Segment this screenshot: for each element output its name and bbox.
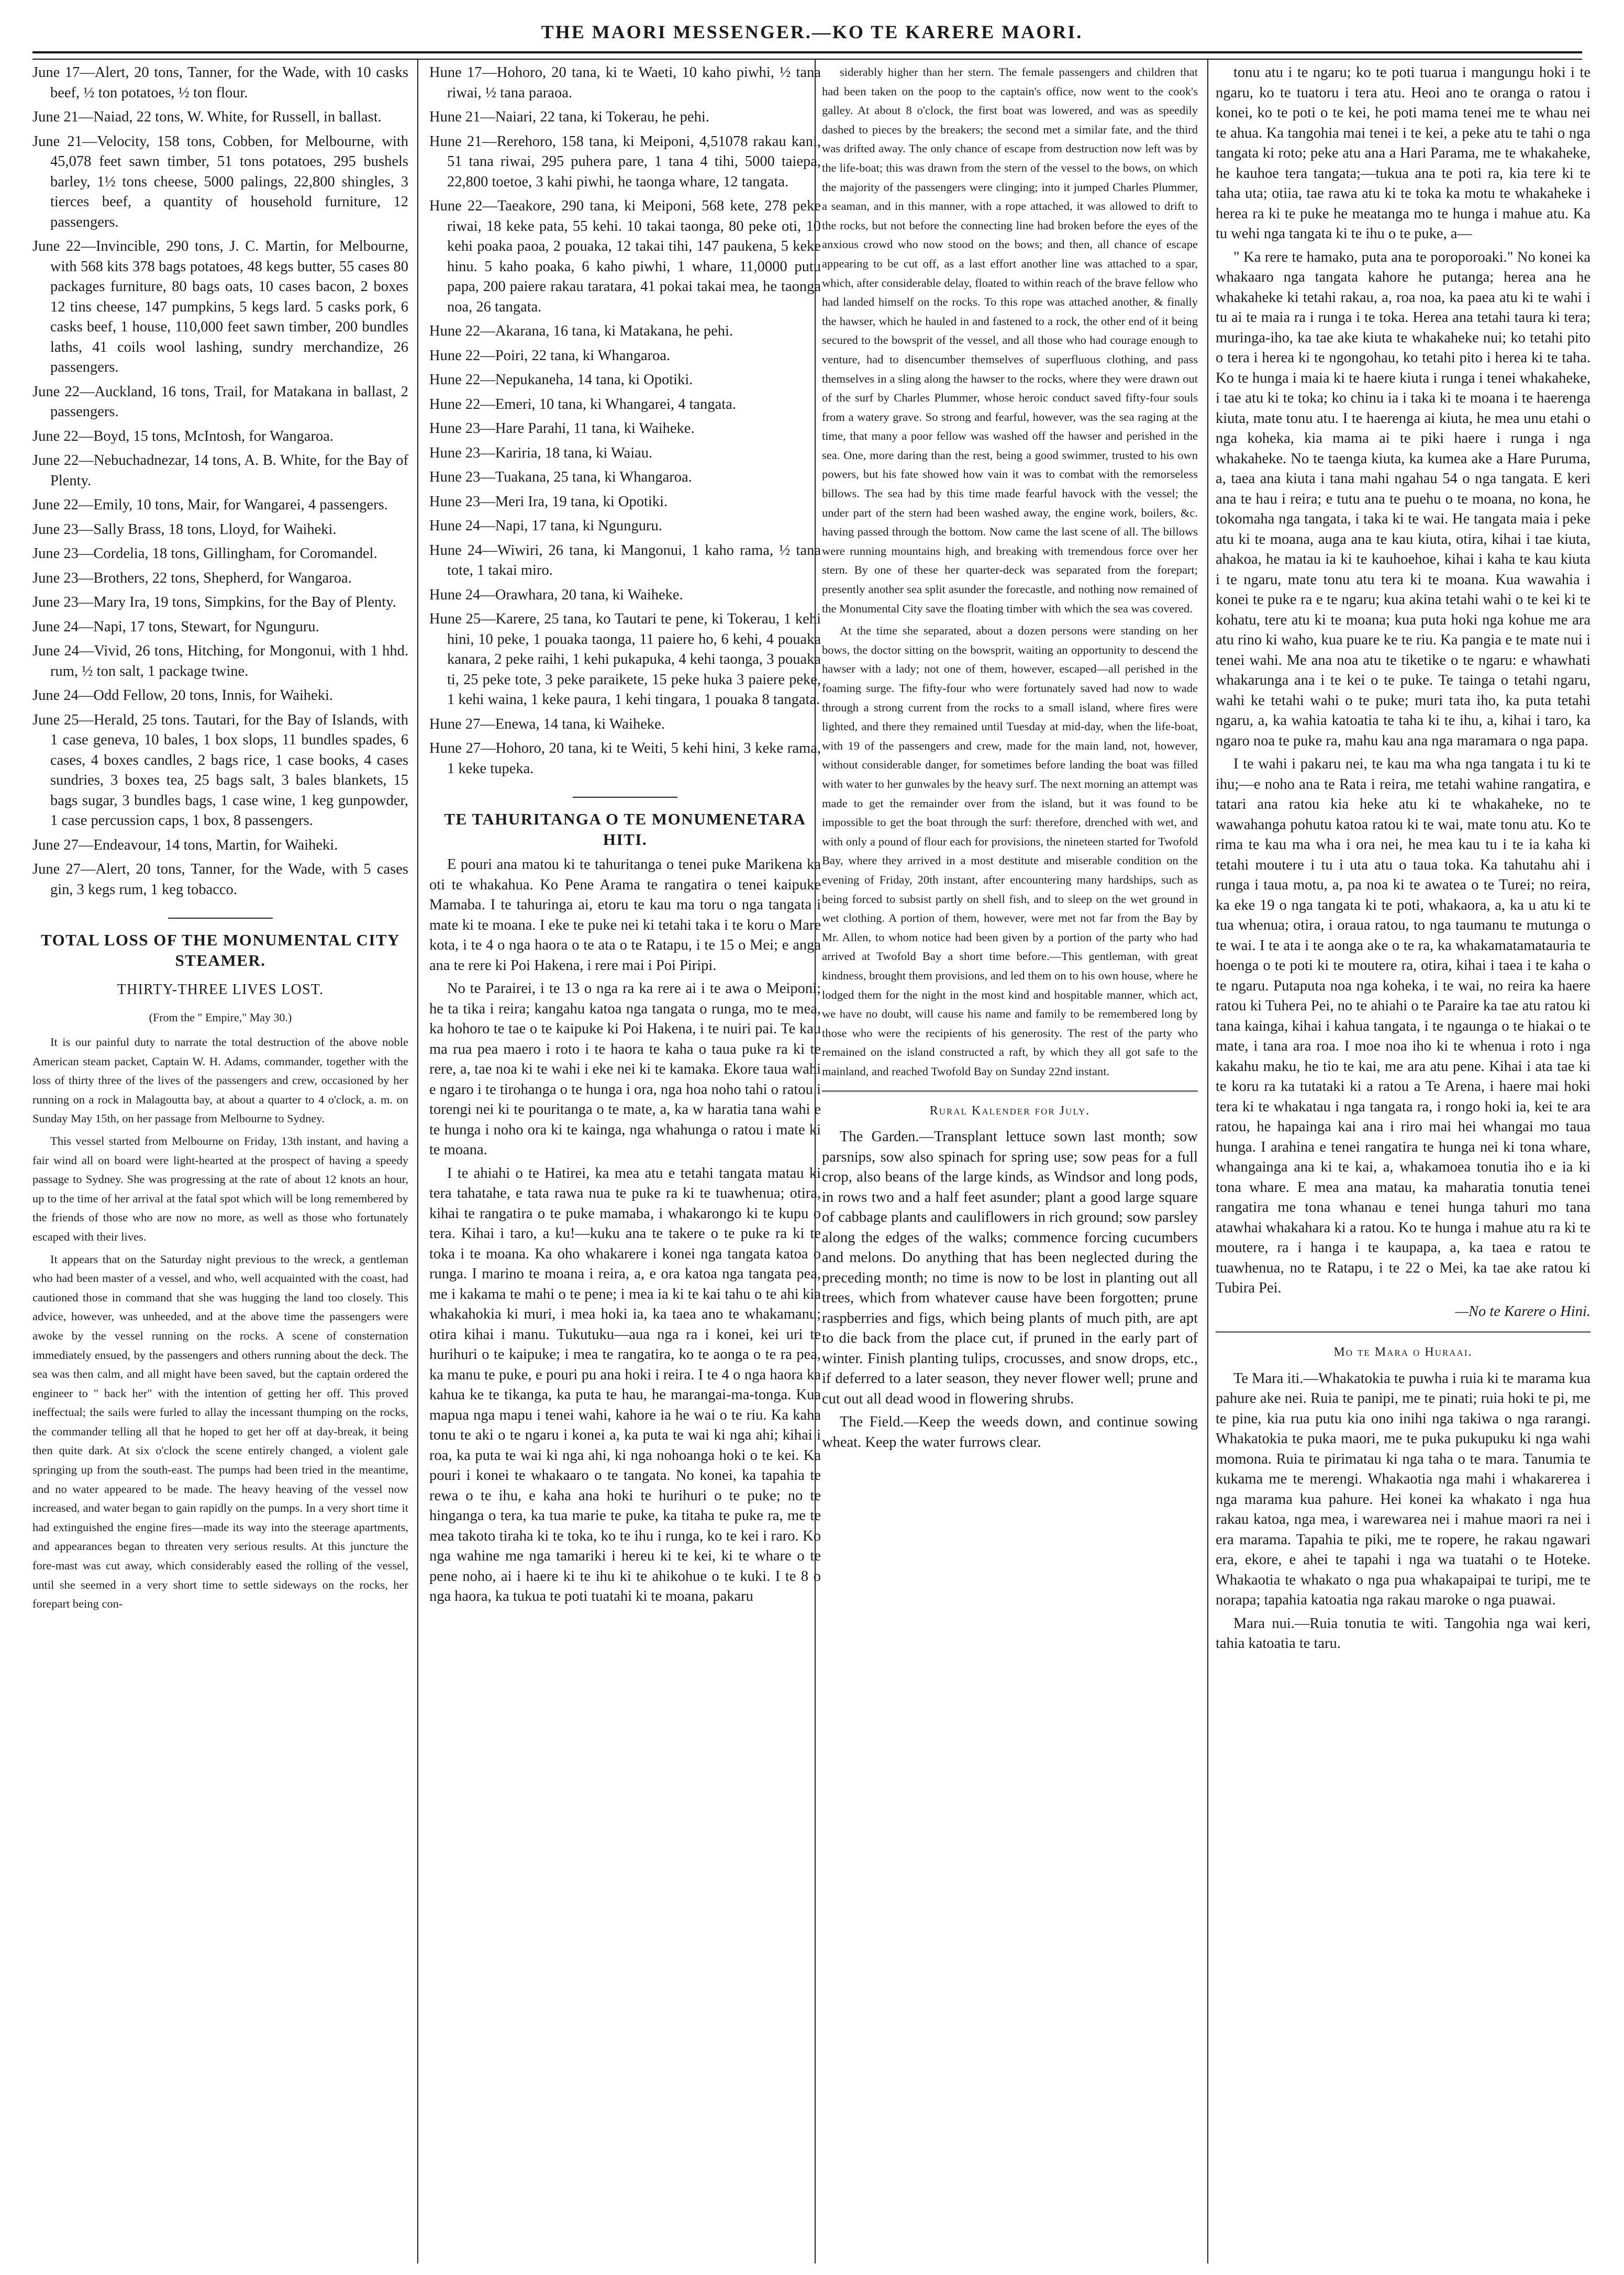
article-source: (From the " Empire," May 30.) (149, 1010, 292, 1024)
shipping-entry: June 24—Vivid, 26 tons, Hitching, for Mongonui, with 1 hhd. rum, ½ ton salt, 1 package twine. (32, 643, 408, 679)
shipping-entry: Hune 22—Nepukaneha, 14 tana, ki Opotiki. (429, 372, 693, 388)
shipping-entry: Hune 22—Emeri, 10 tana, ki Whangarei, 4 tangata. (429, 396, 736, 412)
article-body (429, 855, 821, 1607)
column-1 (32, 63, 408, 2256)
shipping-entry: Hune 22—Poiri, 22 tana, ki Whangaroa. (429, 347, 671, 364)
shipping-entry: Hune 27—Hohoro, 20 tana, ki te Weiti, 5 kehi hini, 3 keke rama, 1 keke tupeka. (429, 740, 821, 777)
shipping-entry: Hune 25—Karere, 25 tana, ko Tautari te pene, ki Tokerau, 1 kehi hini, 10 peke, 1 pouaka taonga, 11 paiere ho, 6 kehi, 4 pouaka kanara, 2 peke raihi, 1 kehi pukapuka, 4 kehi taonga, 3 pouaka ti, 25 peke tote, 3 peke paraikete, 15 peke huka 3 paiere peke, 1 kehi waina, 1 keke paura, 1 kehi tingara, 1 pouaka 8 tangata. (429, 611, 821, 708)
separator-rule (573, 797, 677, 798)
article-paragraph: siderably higher than her stern. The female passengers and children that had been taken on the poop to the captain's office, now went to the cook's galley. At about 8 o'clock, the first boat was lowered, and was as speedily dashed to pieces by the breakers; the second met a similar fate, and the third was drifted away. The only chance of escape from destruction now left was by the life-boat; this was drawn from the stern of the vessel to the bows, on which the majority of the passengers were clinging; into it jumped Charles Plummer, a seaman, and in this manner, with a rope attached, it was allowed to drift to the rocks, but not before the connecting line had broken before the eyes of the anxious crowd who now stood on the bows; and then, all chance of escape appearing to be cut off, as a last effort another line was attached to a spar, which, after considerable delay, floated to within reach of the brave fellow who had landed himself on the rocks. To this rope was attached another, & finally the hawser, which he hauled in and fastened to a rock, the other end of it being secured to the bowsprit of the vessel, and all those who had courage enough to venture, had to disencumber themselves of superfluous clothing, and pass themselves in a sling along the hawser to the rocks, where they were drawn out of the surf by Charles Plummer, whose heroic conduct saved fifty-four souls from a watery grave. So strong and fearful, however, was the sea raging at the time, that many a poor fellow was washed off the hawser and perished in the sea. One, more daring than the rest, being a good swimmer, trusted to his own powers, but his fate showed how vain it was to combat with the remorseless billows. The sea had by this time made fearful havock with the vessel; the under part of the stern had been washed away, the engine work, boilers, &c. having passed through the bottom. Now came the last scene of all. The billows were running mountains high, and breaking with tremendous force over her stern. By one of these her quarter-deck was separated from the forepart; presently another sea split asunder the forecastle, and nothing now remained of the Monumental City save the floating timber with which the sea was covered. (822, 65, 1198, 615)
column-4 (1216, 63, 1590, 2256)
article-headline: TE TAHURITANGA O TE MONUMENETARA HITI. (444, 810, 806, 849)
calendar-paragraph: The Field.—Keep the weeds down, and continue sowing wheat. Keep the water furrows clear. (822, 1414, 1198, 1451)
shipping-entry: Hune 24—Wiwiri, 26 tana, ki Mangonui, 1 kaho rama, ½ tana tote, 1 takai miro. (429, 542, 821, 578)
article-paragraph: I te wahi i pakaru nei, te kau ma wha nga tangata i tu ki te ihu;—e noho ana te Rata i reira, me tetahi wahine rangatira, e tatari ana ratou kia heke atu ki te whakaheke, no te wawahanga pohutu katoa ratou ki te wai, mate tonu atu. Ko te rima te kau ma wha i ora nei, he mea kau tu i te ia kaha ki tetahi moutere i tu i uta atu o taua toka. Ka tahutahu ahi i runga i taua motu, a, pa noa ki te awatea o te Turei; no reira, ka eke 19 o nga tangata ki te poti, whakaora, a, ka u atu ki te tua whenua; otira, i oraua ratou, to nga taumanu te mutunga o te wai. I te ata i te aonga ake o te ra, ka whakamatamatauria te hoenga o te poti ki te moutere ra, otira, kihai i taea i te kaha o te ngaru. Putaputa noa nga koheka, i te wai, no reira ka haere ratou ki Tuhera Pei, no te ahiahi o te Paraire ka tae atu ratou ki tana kainga, kihai i kahua tangata, i te ngaunga o te hiakai o te mate, i tana ara roa. I moe noa iho ki te whenua i roto i nga kakahu maku, he tio te kai, me ara atu pene. Kihai i ata tae ki te koru ra ka tutataki ki a ratou a Te Arena, i haere mai hoki tera ki te whakatau i nga tangata ra, i rongo hoki ia, kei te ara ratou, he hapainga kai ana i riro mai hei whangai mo taua hunga. I arahina e tenei rangatira te hunga nei ki tona whare, whangainga ana ki te kai, a, whakamoea tonutia iho e ia ki tona whare. E mea ana matau, ka maharatia tonutia tenei rangatira me tona whanau e tenei hunga tahuri mo tana atawhai whakahara ki a ratou. Ko te hunga i mahue atu ra ki te moutere, ra i hanga i te kaupapa, a, ka taea e ratou te tuawhenua, no te Ratapu, i te 22 o Mei, ka tae ake ratou ki Tubira Pei. (1216, 756, 1590, 1296)
article-paragraph: " Ka rere te hamako, puta ana te poroporoaki." No konei ka whakaaro nga tangata kahore he putanga; herea ana he whakaheke ki tetahi rakau, a, roa noa, ka paea atu ki te wahi i tu ai te maia ra i runga i te toka. Herea ana tetahi taura ki tera; muringa-iho, ka tae ake kiuta te whakaheke nui; ko tetahi pito o tera i herea ki te ngongohau, ko tetahi pito i herea ki te taha. Ko te hunga i maia ki te haere kiuta i runga i tenei whakaheke, i tae atu ki te toka; ko chinu ia i taka ki te moana i te haerenga kiuta, mate tonu atu. I te haerenga ai kiuta, he mea unu etahi o nga koheka, kia mama ai te piki haere i runga i nga whakaheke. No te taenga kiuta, ka kumea ake a Hare Puruma, a, taea ana kiuta i tana mahi ngahau 54 o nga tangata. E keri ana te hau i reira; e tutu ana te puehu o te moana, no kona, he tokomaha nga tangata, i taka ki te wai. He tangata maia i peke atu ki te moana, auga ana te kau kiuta, otira, kihai i tae kiuta, ahakoa, he matau ia ki te kauhoehoe, kihai i kaha te kau kiuta i te ngaru, mate tonu atu tera ki te moana. Kua wawahia i konei te puke ra e te ngaru; kua akina tetahi wahi o te kei ki te kohatu, tere atu ki te moana; kua puta hoki nga kohue me ara atu rino ki waho, kua puare ke te riu. Ka pangia e te mate nui i tenei wahi. Me ana noa atu te tiketike o te ngaru: e whawhati whakarunga ana i te kei o te puke. Te tainga o tetahi ngaru, wahi ke tetahi wahi o te puke; muri tata iho, ka puta tetahi ngaru, a, ka wahia katoatia te taha ki te ihu, a, kihai i taro, ka ngaro noa te puke ra, mahu kau ana nga maramara o nga papa. (1216, 249, 1590, 749)
column-rule (1207, 60, 1208, 2263)
shipping-entry: Hune 27—Enewa, 14 tana, ki Waiheke. (429, 716, 665, 732)
shipping-entry: June 22—Invincible, 290 tons, J. C. Martin, for Melbourne, with 568 kits 378 bags potatoes, 48 kegs butter, 55 cases 80 packages furniture, 80 bags oats, 10 cases bacon, 2 boxes 12 tins cheese, 147 pumpkins, 5 kegs lard. 5 casks pork, 6 casks beef, 1 house, 110,000 feet sawn timber, 200 bundles laths, 41 coils wool lashing, sundry merchandize, 26 passengers. (32, 238, 408, 375)
article-subheadline: THIRTY-THREE LIVES LOST. (117, 982, 324, 998)
shipping-entry: June 24—Napi, 17 tons, Stewart, for Ngunguru. (32, 618, 319, 635)
shipping-entry: June 21—Velocity, 158 tons, Cobben, for Melbourne, with 45,078 feet sawn timber, 51 tons potatoes, 295 bushels barley, 1½ tons cheese, 5000 palings, 22,800 shingles, 3 tierces beef, a quantity of household furniture, 12 passengers. (32, 133, 408, 230)
shipping-entry: June 23—Brothers, 22 tons, Shepherd, for Wangaroa. (32, 570, 352, 586)
shipping-entry: Hune 23—Kariria, 18 tana, ki Waiau. (429, 444, 653, 461)
shipping-entry: Hune 21—Rerehoro, 158 tana, ki Meiponi, 4,51078 rakau kani, 51 tana riwai, 295 puhera pare, 1 tana 4 tihi, 5000 taiepa, 22,800 toetoe, 3 kahi piwhi, he taonga whare, 12 tangata. (429, 133, 821, 190)
shipping-entry: June 27—Endeavour, 14 tons, Martin, for Waiheki. (32, 837, 338, 853)
column-3 (822, 63, 1198, 2256)
shipping-entry: June 27—Alert, 20 tons, Tanner, for the Wade, with 5 cases gin, 3 kegs rum, 1 keg tobacco. (32, 861, 408, 898)
masthead-rule (32, 51, 1582, 60)
mara-body (1216, 1369, 1590, 1654)
shipping-entry: Hune 22—Akarana, 16 tana, ki Matakana, he pehi. (429, 323, 733, 339)
separator-rule (1216, 1331, 1590, 1333)
shipping-entry: June 23—Sally Brass, 18 tons, Lloyd, for Waiheki. (32, 521, 337, 538)
article-paragraph: No te Parairei, i te 13 o nga ra ka rere ai i te awa o Meiponi; he ta tika i reira; kangahu katoa nga tangata o runga, mo te mea, ka hohoro te tae o te kaipuke ki Poi Hakena, i te nuiri pai. Te kau ma rua pea maero i roto i te haora te kaha o taua puke ra ki te rere, a, tae noa ki te wahi i eke nei ki te kamaka. Ekore taua wahi e ngaro i te tirohanga o te hunga i ora, nga hoa noho tahi o ratou i torengi nei ki te pouritanga o te mate, a, ka w haratia tana wahi e te hunga i noho ora ki te kainga, nga whahunga o ratou i mate ki te moana. (429, 980, 821, 1158)
separator-rule (168, 918, 273, 919)
shipping-departures-maori (429, 63, 821, 785)
shipping-entry: June 17—Alert, 20 tons, Tanner, for the Wade, with 10 casks beef, ½ ton potatoes, ½ ton flour. (32, 64, 408, 101)
shipping-entry: June 22—Nebuchadnezar, 14 tons, A. B. White, for the Bay of Plenty. (32, 452, 408, 489)
column-rule (417, 60, 418, 2263)
shipping-entry: Hune 24—Orawhara, 20 tana, ki Waiheke. (429, 586, 683, 603)
article-paragraph: It is our painful duty to narrate the total destruction of the above noble American steam packet, Captain W. H. Adams, commander, together with the loss of thirty three of the lives of the passengers and crew, occasioned by her running on a rock in Malagoutta bay, at about a quarter to 4 o'clock, a. m. on Sunday May 15th, on her passage from Melbourne to Sydney. (32, 1035, 408, 1125)
separator-rule (822, 1090, 1198, 1092)
shipping-entry: Hune 23—Meri Ira, 19 tana, ki Opotiki. (429, 493, 668, 510)
shipping-departures-english (32, 63, 408, 906)
article-body (822, 63, 1198, 1081)
mara-paragraph: Mara nui.—Ruia tonutia te witi. Tangohia nga wai keri, tahia katoatia te taru. (1216, 1615, 1590, 1652)
article-paragraph: It appears that on the Saturday night previous to the wreck, a gentleman who had been master of a vessel, and who, well acquainted with the coast, had cautioned those in command that she was hugging the land too closely. This advice, however, was unheeded, and at the above time the passengers were awoke by the vessel running on the rocks. A scene of consternation immediately ensued, by the passengers and others running about the deck. The sea was then calm, and all might have been saved, but the captain ordered the engineer to " back her" with the intention of getting her off. This proved ineffectual; the sails were furled to allay the incessant thumping on the rocks, the commander telling all that he hoped to get her off at day-break, it being then quite dark. At six o'clock the scene entirely changed, a violent gale springing up from the south-east. The pumps had been tried in the meantime, and no water appeared to be made. The heavy heaving of the vessel now increased, and water began to gain rapidly on the pumps. In a very short time it had extinguished the engine fires—made its way into the steerage apartments, and appearances began to threaten very serious results. At this juncture the fore-mast was cut away, which considerably eased the rolling of the vessel, until she seemed in a very short time to settle sideways on the rocks, her forepart being con- (32, 1252, 408, 1611)
article-signature: —No te Karere o Hini. (1455, 1303, 1590, 1320)
shipping-entry: June 23—Cordelia, 18 tons, Gillingham, for Coromandel. (32, 545, 377, 562)
calendar-headline: Rural Kalender for July. (929, 1104, 1091, 1118)
mara-headline: Mo te Mara o Huraai. (1333, 1345, 1473, 1359)
shipping-entry: June 22—Boyd, 15 tons, McIntosh, for Wangaroa. (32, 428, 334, 444)
article-paragraph: tonu atu i te ngaru; ko te poti tuarua i mangungu hoki i te ngaru, ko te tuatoru i tera atu. Heoi ano te oranga o ratou i konei, ko te poti o te kei, he poti mama tenei me te whau nei te ahua. Ka tangohia mai tenei i te kei, a peke atu te tahi o nga tangata ki roto; peke atu ana a Hari Parama, me te whakaheke, he kauhoe tera tangata;—tukua ana te poti ra, kia tere ki te taha uta; otiia, tae rawa atu ki te toka ka motu te whakaheke i herea ra ki te puke he meatanga mo te hunga i mahue atu. Ka tu wehi nga tangata ki te ihu o te puke, a— (1216, 64, 1590, 242)
column-2 (429, 63, 821, 2256)
shipping-entry: June 25—Herald, 25 tons. Tautari, for the Bay of Islands, with 1 case geneva, 10 bales, 1 box slops, 11 bundles spades, 6 cases, 4 boxes candles, 2 bags rice, 1 case books, 4 cases sundries, 3 boxes tea, 25 bags salt, 3 bales blankets, 15 bags sugar, 3 bundles bags, 1 case wine, 1 keg gunpowder, 1 case percussion caps, 1 box, 8 passengers. (32, 711, 408, 829)
shipping-entry: Hune 23—Tuakana, 25 tana, ki Whangaroa. (429, 469, 692, 485)
shipping-entry: Hune 24—Napi, 17 tana, ki Ngunguru. (429, 518, 662, 534)
masthead: THE MAORI MESSENGER.—KO TE KARERE MAORI. (541, 21, 1083, 42)
shipping-entry: Hune 23—Hare Parahi, 11 tana, ki Waiheke. (429, 420, 695, 437)
shipping-entry: June 22—Emily, 10 tons, Mair, for Wangarei, 4 passengers. (32, 497, 388, 513)
shipping-entry: Hune 17—Hohoro, 20 tana, ki te Waeti, 10 kaho piwhi, ½ tana riwai, ½ tana paraoa. (429, 64, 821, 101)
shipping-entry: June 22—Auckland, 16 tons, Trail, for Matakana in ballast, 2 passengers. (32, 383, 408, 420)
shipping-entry: June 21—Naiad, 22 tons, W. White, for Russell, in ballast. (32, 109, 382, 125)
shipping-entry: Hune 21—Naiari, 22 tana, ki Tokerau, he pehi. (429, 109, 709, 125)
article-headline: TOTAL LOSS OF THE MONUMENTAL CITY STEAMER. (41, 931, 400, 969)
shipping-entry: June 24—Odd Fellow, 20 tons, Innis, for Waiheki. (32, 687, 333, 704)
mara-paragraph: Te Mara iti.—Whakatokia te puwha i ruia ki te marama kua pahure ake nei. Ruia te panipi, me te pinati; ruia hoki te pi, me te pine, kia rua putu kia ono inihi nga takiwa o nga rarangi. Whakatokia te puka maori, me te puka pukupuku ki nga wahi momona. Ruia te pirimatau ki nga taha o te mara. Tanumia te kukama me te merengi. Whakaotia nga mahi i whakarerea i nga marama kua pahure. Hei konei ka whakato i nga hua rakau katoa, nga mea, i warewarea nei i mahue maori ra nei i era marama. Tapahia te piki, me te ropere, he rakau ngawari era, ekore, e ahei te tapahi i nga wa tuatahi o te Hoteke. Whakaotia te whakato o nga pua whakapaipai te turipi, me te norapa; tapahia katoatia nga rakau maroke o nga puawai. (1216, 1370, 1590, 1608)
calendar-body (822, 1127, 1198, 1453)
article-paragraph: This vessel started from Melbourne on Friday, 13th instant, and having a fair wind all on board were light-hearted at the prospect of having a speedy passage to Sydney. She was progressing at the rate of about 12 knots an hour, up to the time of her arrival at the fatal spot which will be long remembered by the friends of those who are now no more, as well as those who fortunately escaped with their lives. (32, 1134, 408, 1243)
shipping-entry: June 23—Mary Ira, 19 tons, Simpkins, for the Bay of Plenty. (32, 594, 396, 610)
shipping-entry: Hune 22—Taeakore, 290 tana, ki Meiponi, 568 kete, 278 peke riwai, 18 keke pata, 55 kehi. 10 takai taonga, 80 peke oti, 10 kehi poaka paoa, 2 pouaka, 12 takai tihi, 147 paukena, 5 keke hinu. 5 kaho poaka, 6 kaho piwhi, 1 whare, 11,0000 putu papa, 200 paiere rakau taratara, 41 pokai takai mea, he taonga noa, 26 tangata. (429, 198, 821, 315)
article-paragraph: I te ahiahi o te Hatirei, ka mea atu e tetahi tangata matau ki tera tahatahe, e tata rawa nua te puke ra ki te tuawhenua; otira, kihai te rangatira o te puke mamaba, i whakarongo ki te kupu o tera. Kihai i taro, a ku!—kuku ana te takere o te puke ra ki te toka i te moana. Ka oho whakarere i konei nga tangata katoa o runga. I marino te moana i reira, a, e ora katoa nga tangata pea, me i kakama te mahi o te pene; i mea ia ki te kai tahu o te ahi kia whakahokia ki muri, i mea hoki ia, ka taea ano te whakamanu; otira kihai i manu. Tukutuku—aua nga ra i konei, kei uri te hurihuri o te kaipuke; i mea te rangatira, ko te aonga o te ra pea, ka manu te puke, e pouri pu ana hoki i reira. I te 4 o nga haora ka kahua ke te tikanga, ka puta te hau, he marangai-ma-tonga. Kua mapua nga mapu i tenei wahi, kahore ia he wai o te riu. Ka kaha tonu te aki o te ngaru i konei a, ka puta te wai ki nga ahi; kihai i roa, ka puta te wai ki nga ahi, ki nga nohoanga hoki o te kei. Ka pouri i konei te whakaaro o te tangata. No konei, ka tapahia te rewa o te ihu, e kaha ana hoki te hurihuri o te puke; no te hinganga o tera, ka tua marie te puke, ka titaha te puke ra, me te mea takoto tiraha ki te toka, ko te ihu i runga, ko te kei i raro. Ko nga wahine me nga tamariki i hereu ki te kei, ki te whare o te pene noho, ai i haere ki te ihu ki te ahikohue o te kuki. I te 8 o nga haora, ka tukua te poti tuatahi ki te moana, pakaru (429, 1165, 821, 1604)
article-body (1216, 63, 1590, 1299)
calendar-paragraph: The Garden.—Transplant lettuce sown last month; sow parsnips, sow also spinach for spring use; sow peas for a full crop, also beans of the large kinds, as Windsor and long pods, in rows two and a half feet asunder; plant a good large square of cabbage plants and cauliflowers in rich ground; sow parsley along the edges of the walks; commence forcing cucumbers and melons. Do anything that has been neglected during the preceding month; no time is now to be lost in planting out all trees, which from whatever cause have been forgotten; prune raspberries and figs, which being plants of much pith, are apt to die back from the place cut, if pruned in the early part of winter. Finish planting tulips, crocusses, and snow drops, etc., if deferred to a later season, they never flower well; prune and cut out all dead wood in flowering shrubs. (822, 1129, 1198, 1407)
article-body (32, 1033, 408, 1614)
article-paragraph: E pouri ana matou ki te tahuritanga o tenei puke Marikena ka oti te whakahua. Ko Pene Arama te rangatira o tenei kaipuke Mamaba. I te tahuringa ai, etoru te kau ma toru o nga tangata i mate ki te moana. I eke te puke nei ki tetahi taka i te koru o Mare kota, i te 4 o nga haora o te ata o te Ratapu, i te 15 o Mei; e anga ana te rere ki Poi Hakena, i rere mai i Poi Piripi. (429, 856, 821, 974)
article-paragraph: At the time she separated, about a dozen persons were standing on her bows, the doctor sitting on the bowsprit, waiting an opportunity to descend the hawser with a lady; not one of them, however, escaped—all perished in the foaming surge. The fifty-four who were fortunately saved had now to wade through a strong current from the rocks to a small island, where fires were lighted, and there they remained until Tuesday at mid-day, when the life-boat, with 19 of the passengers and crew, made for the main land, not, however, without considerable danger, for sometimes before landing the boat was filled with water to her gunwales by the heavy surf. The next morning an attempt was made to get the remainder over from the island, but it was found to be impossible to get the boat through the surf: therefore, drenched with wet, and with only a pound of flour each for provisions, the nineteen started for Twofold Bay, where they arrived in a most destitute and miserable condition on the evening of Friday, 20th instant, after encountering many hardships, such as being forced to subsist partly on shell fish, and to sleep on the wet ground in wet clothing. A portion of them, however, were met not far from the Bay by Mr. Allen, to whom notice had been given by a portion of the party who had arrived at Twofold Bay a short time before.—This gentleman, with great kindness, brought them provisions, and led them on to his own house, where he lodged them for the night in the most kind and hospitable manner, which act, we have no doubt, will cause his name and family to be remembered long by those who were the recipients of his generosity. The rest of the party who remained on the island constructed a raft, by which they all got safe to the mainland, and reached Twofold Bay on Sunday 22nd instant. (822, 624, 1198, 1078)
